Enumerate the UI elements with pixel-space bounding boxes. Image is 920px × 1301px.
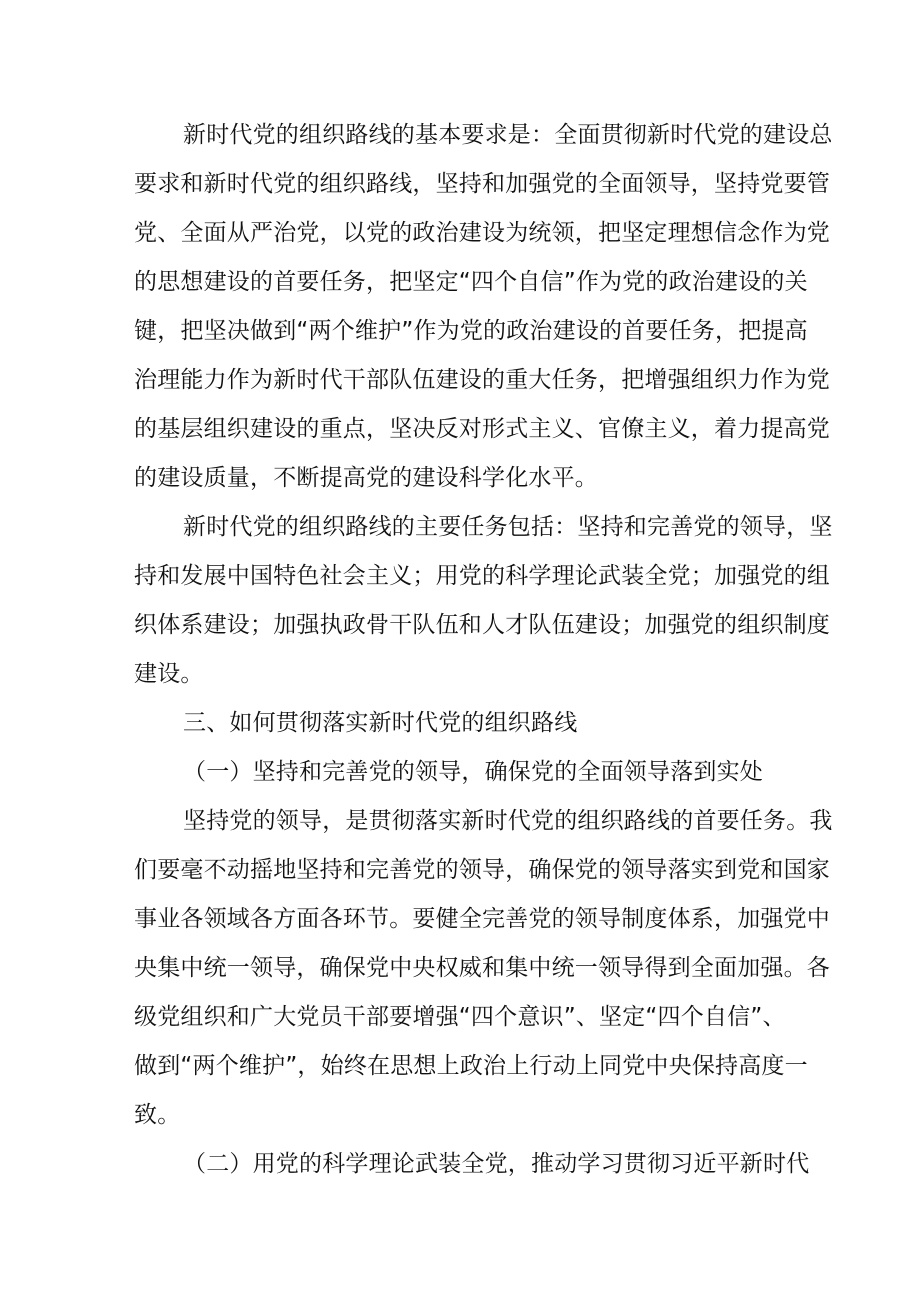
paragraph-1-line-7: 的基层组织建设的重点，坚决反对形式主义、官僚主义，着力提高党 xyxy=(134,416,830,442)
subsection-heading-1: （一）坚持和完善党的领导，确保党的全面领导落到实处 xyxy=(183,759,763,785)
paragraph-1-line-4: 的思想建设的首要任务，把坚定“四个自信”作为党的政治建设的关 xyxy=(134,269,808,295)
paragraph-2-line-1: 新时代党的组织路线的主要任务包括：坚持和完善党的领导，坚 xyxy=(183,514,833,540)
subsection-heading-2: （二）用党的科学理论武装全党，推动学习贯彻习近平新时代 xyxy=(183,1151,810,1177)
paragraph-1-line-8: 的建设质量，不断提高党的建设科学化水平。 xyxy=(134,465,598,491)
paragraph-2-line-2: 持和发展中国特色社会主义；用党的科学理论武装全党；加强党的组 xyxy=(134,563,830,589)
paragraph-3-line-6: 做到“两个维护”，始终在思想上政治上行动上同党中央保持高度一 xyxy=(134,1053,808,1079)
paragraph-3-line-3: 事业各领域各方面各环节。要健全完善党的领导制度体系，加强党中 xyxy=(134,906,830,932)
paragraph-3-line-4: 央集中统一领导，确保党中央权威和集中统一领导得到全面加强。各 xyxy=(134,955,830,981)
paragraph-1-line-5: 键，把坚决做到“两个维护”作为党的政治建设的首要任务，把提高 xyxy=(134,318,808,344)
paragraph-3-line-2: 们要毫不动摇地坚持和完善党的领导，确保党的领导落实到党和国家 xyxy=(134,857,830,883)
paragraph-1-line-1: 新时代党的组织路线的基本要求是：全面贯彻新时代党的建设总 xyxy=(183,122,833,148)
paragraph-1-line-3: 党、全面从严治党，以党的政治建设为统领，把坚定理想信念作为党 xyxy=(134,220,830,246)
paragraph-2-line-4: 建设。 xyxy=(134,661,204,687)
paragraph-1-line-6: 治理能力作为新时代干部队伍建设的重大任务，把增强组织力作为党 xyxy=(134,367,830,393)
paragraph-3-line-7: 致。 xyxy=(134,1102,181,1128)
paragraph-3-line-1: 坚持党的领导，是贯彻落实新时代党的组织路线的首要任务。我 xyxy=(183,808,833,834)
paragraph-2-line-3: 织体系建设；加强执政骨干队伍和人才队伍建设；加强党的组织制度 xyxy=(134,612,830,638)
section-heading: 三、如何贯彻落实新时代党的组织路线 xyxy=(183,710,578,736)
paragraph-3-line-5: 级党组织和广大党员干部要增强“四个意识”、坚定“四个自信”、 xyxy=(134,1004,786,1030)
paragraph-1-line-2: 要求和新时代党的组织路线，坚持和加强党的全面领导，坚持党要管 xyxy=(134,171,830,197)
